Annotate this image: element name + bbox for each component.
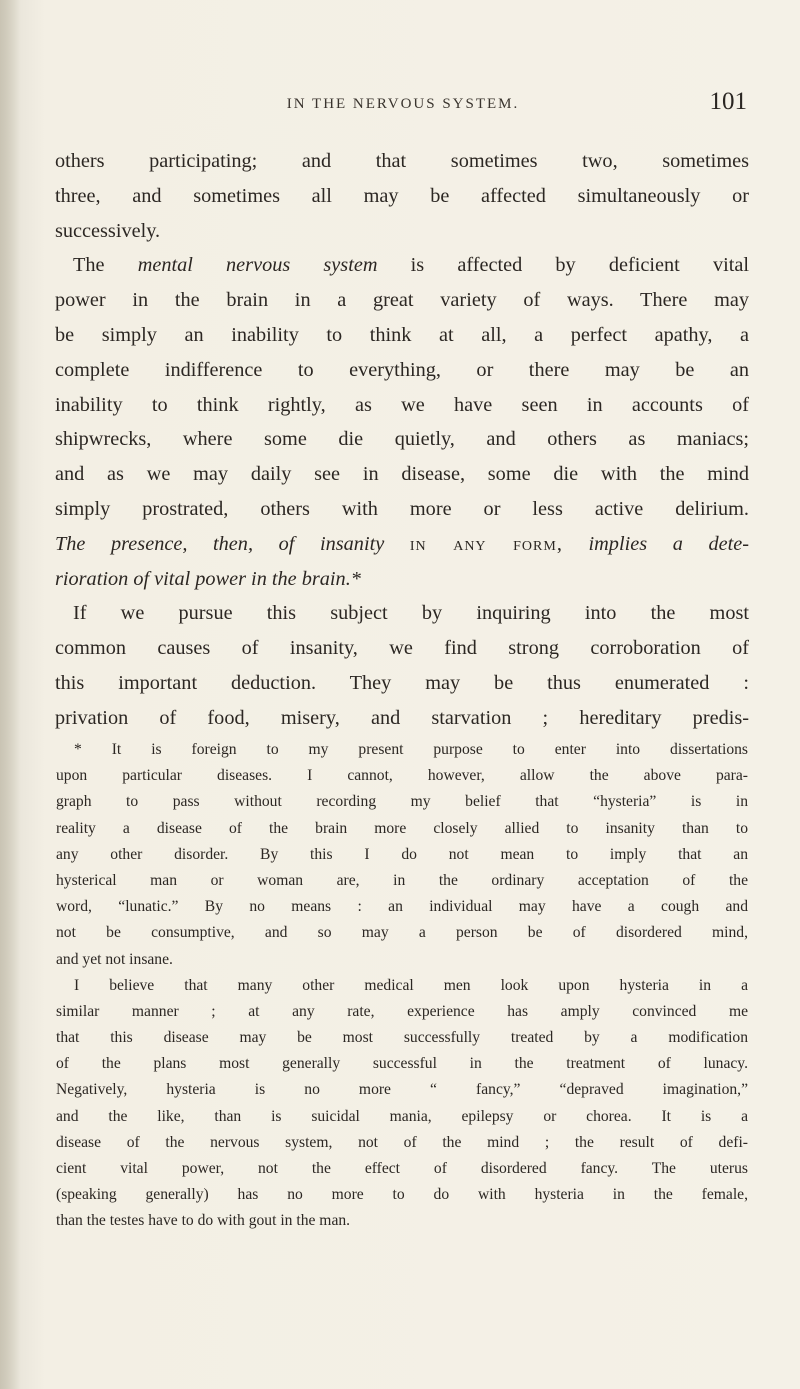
text-line: be simply an inability to think at all, a perfect apathy, a (55, 323, 749, 346)
page-gutter-shadow (0, 0, 20, 1389)
text-line: three, and sometimes all may be affected simultaneously or (55, 184, 749, 207)
footnote-line: Negatively, hysteria is no more “ fancy,” “depraved imagination,” (56, 1081, 748, 1099)
italic-phrase: The presence, then, of insanity (55, 532, 385, 555)
small-caps-phrase: in any form, (409, 532, 563, 555)
footnote-line: reality a disease of the brain more closely allied to insanity than to (56, 819, 748, 837)
footnote-line: I believe that many other medical men look upon hysteria in a (74, 976, 748, 994)
footnote-line: (speaking generally) has no more to do with hysteria in the female, (56, 1186, 748, 1204)
footnote-line: graph to pass without recording my belief that “hysteria” is in (56, 793, 748, 811)
text-line: simply prostrated, others with more or less active delirium. (55, 497, 749, 520)
text-line (55, 527, 749, 562)
text-line: inability to think rightly, as we have seen in accounts of (55, 393, 749, 416)
text-span: is affected by deficient vital (377, 254, 749, 277)
footnote-line: similar manner ; at any rate, experience has amply convinced me (56, 1002, 748, 1020)
text-line: successively. (55, 219, 161, 242)
running-head: IN THE NERVOUS SYSTEM. (286, 96, 520, 112)
footnote-line: cient vital power, not the effect of disordered fancy. The uterus (56, 1160, 748, 1177)
footnote-line: hysterical man or woman are, in the ordinary acceptation of the (56, 871, 748, 889)
paragraph-2 (55, 248, 749, 596)
text-line: privation of food, misery, and starvation ; hereditary predis- (55, 706, 749, 729)
footnote-line: and yet not insane. (56, 950, 173, 968)
text-line: this important deduction. They may be thus enumerated : (55, 671, 749, 694)
footnote-line: and the like, than is suicidal mania, epilepsy or chorea. It is a (56, 1107, 748, 1125)
footnote-line: not be consumptive, and so may a person be of disordered mind, (56, 924, 748, 942)
text-line (55, 248, 749, 283)
main-text (55, 144, 749, 736)
footnote-paragraph-2 (56, 973, 748, 1235)
italic-phrase: implies a dete- (588, 532, 749, 555)
text-line: shipwrecks, where some die quietly, and others as maniacs; (55, 428, 749, 451)
footnote-line: word, “lunatic.” By no means : an individual may have a cough and (56, 898, 748, 916)
footnote-line: * It is foreign to my present purpose to enter into dissertations (74, 741, 748, 758)
page-number: 101 (709, 88, 747, 115)
text-line: and as we may daily see in disease, some die with the mind (55, 463, 749, 486)
text-line: complete indifference to everything, or there may be an (55, 358, 749, 381)
paragraph-3 (55, 596, 749, 735)
footnote-line: any other disorder. By this I do not mean to imply that an (56, 845, 748, 863)
text-span: The (73, 254, 138, 277)
text-line: If we pursue this subject by inquiring into the most (73, 602, 749, 625)
footnote-line: that this disease may be most successfully treated by a modification (56, 1029, 748, 1047)
text-line: power in the brain in a great variety of ways. There may (55, 289, 749, 312)
footnote (56, 737, 748, 1235)
text-line (55, 562, 749, 597)
text-line: common causes of insanity, we find strong corroboration of (55, 637, 749, 660)
footnote-line: upon particular diseases. I cannot, however, allow the above para- (56, 767, 748, 785)
paragraph-1 (55, 144, 749, 248)
footnote-line: than the testes have to do with gout in the man. (56, 1212, 351, 1230)
text-line: others participating; and that sometimes two, sometimes (55, 150, 749, 172)
page-header (55, 88, 751, 128)
footnote-paragraph-1 (56, 737, 748, 973)
italic-phrase: mental nervous system (137, 254, 378, 277)
footnote-line: disease of the nervous system, not of the mind ; the result of defi- (56, 1133, 748, 1151)
footnote-line: of the plans most generally successful in the treatment of lunacy. (56, 1055, 748, 1073)
italic-phrase: rioration of vital power in the brain.* (55, 567, 361, 590)
